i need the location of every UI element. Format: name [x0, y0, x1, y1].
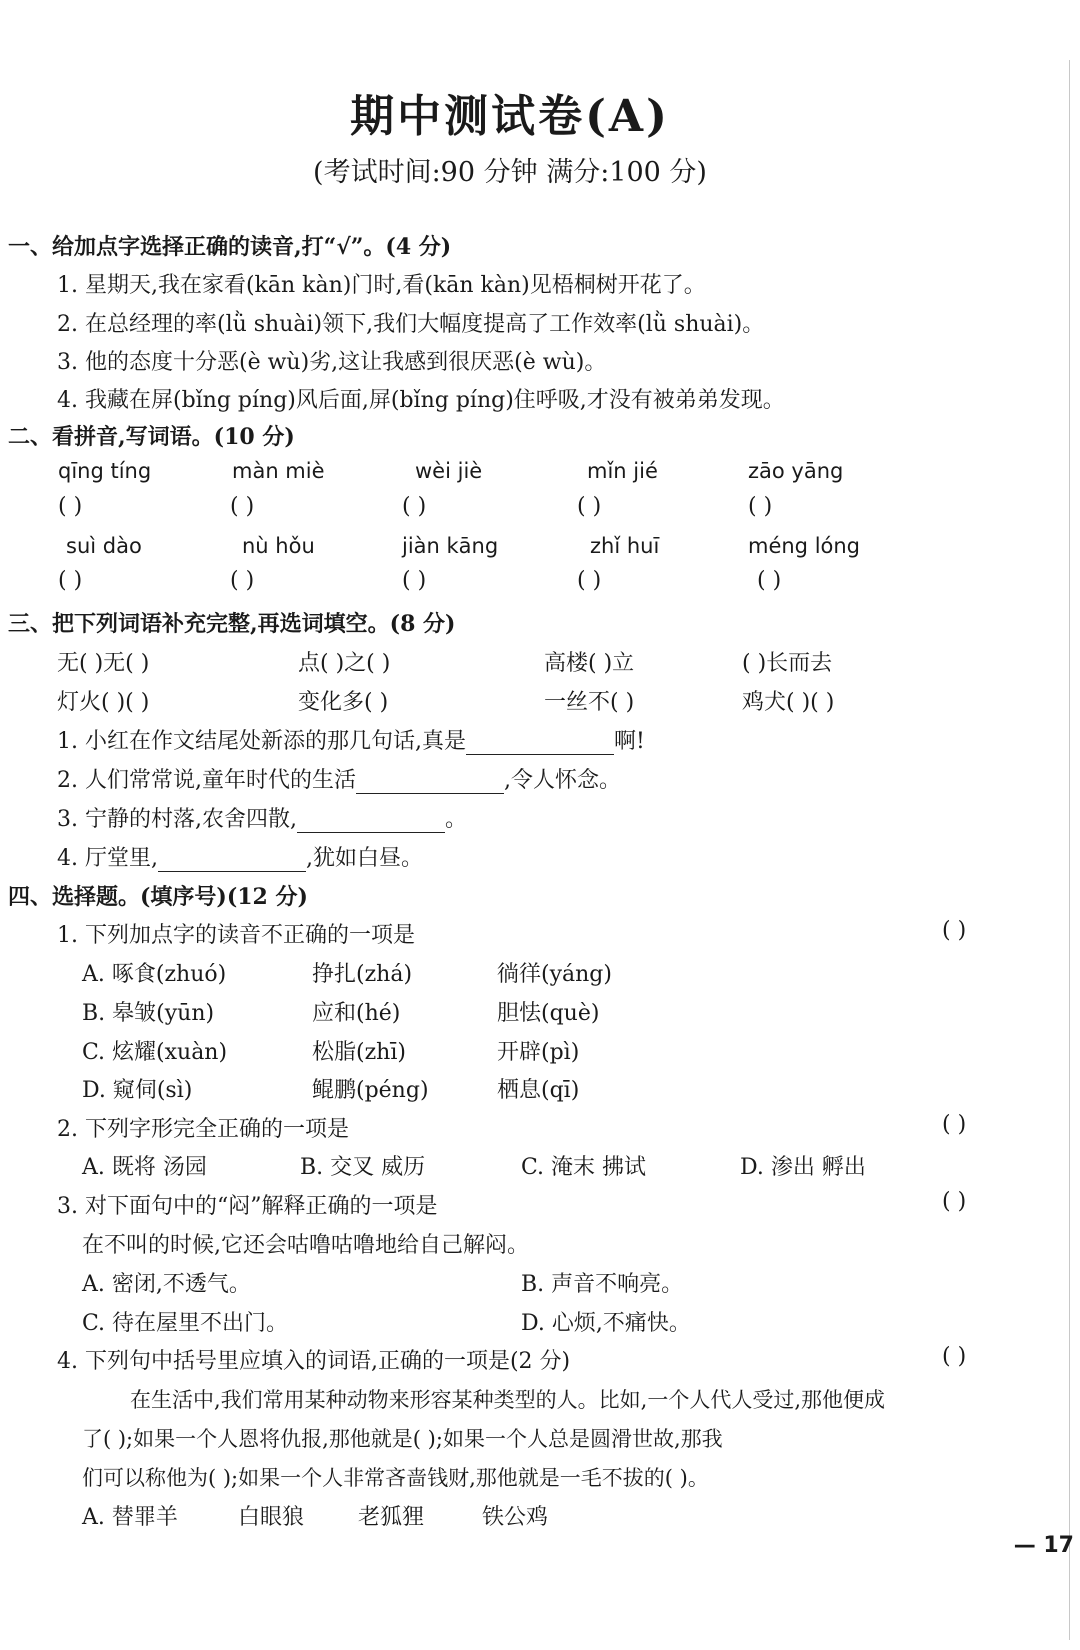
q4-passage-line: 在生活中,我们常用某种动物来形容某种类型的人。比如,一个人代人受过,那他便成 [130, 1388, 886, 1412]
s1-item-4: 4. 我藏在屏(bǐng píng)风后面,屏(bǐng píng)住呼吸,才没有被弟弟发现。 [57, 388, 785, 413]
pinyin-item: mǐn jié [587, 459, 658, 483]
idiom-fill: 点( )之( ) [298, 651, 391, 676]
idiom-fill: 鸡犬( )( ) [742, 690, 835, 715]
answer-blank[interactable]: ( ) [748, 494, 773, 519]
s3-sentence-1: 1. 小红在作文结尾处新添的那几句话,真是 啊! [57, 729, 645, 754]
s3-sentence-2: 2. 人们常常说,童年时代的生活 ,令人怀念。 [57, 768, 621, 793]
answer-blank[interactable]: ( ) [402, 568, 427, 593]
option-item: 白眼狼 [238, 1505, 305, 1530]
idiom-fill: 无( )无( ) [57, 651, 150, 676]
q2-stem: 2. 下列字形完全正确的一项是 [57, 1117, 349, 1142]
option-item: 挣扎(zhá) [312, 962, 413, 987]
answer-blank[interactable]: ( ) [577, 568, 602, 593]
option-item: A. 替罪羊 [82, 1505, 178, 1530]
option-item: 栖息(qī) [497, 1078, 580, 1103]
fill-blank[interactable] [356, 771, 504, 794]
q4-answer-bracket[interactable]: ( ) [942, 1344, 967, 1369]
page-title: 期中测试卷(A) [350, 91, 670, 142]
option-item: 徜徉(yáng) [497, 962, 612, 987]
idiom-fill: ( )长而去 [742, 651, 833, 676]
s3-sentence-3: 3. 宁静的村落,农舍四散, 。 [57, 807, 467, 832]
option-item: A. 密闭,不透气。 [82, 1272, 251, 1297]
page-edge-line [1069, 60, 1070, 1640]
s1-item-2: 2. 在总经理的率(lǜ shuài)领下,我们大幅度提高了工作效率(lǜ shuài)。 [57, 312, 765, 337]
fill-blank[interactable] [466, 732, 614, 755]
option-item: B. 交叉 威历 [300, 1155, 426, 1180]
pinyin-item: wèi jiè [415, 459, 483, 483]
s1-item-1: 1. 星期天,我在家看(kān kàn)门时,看(kān kàn)见梧桐树开花了。 [57, 273, 706, 298]
answer-blank[interactable]: ( ) [402, 494, 427, 519]
q4-stem: 4. 下列句中括号里应填入的词语,正确的一项是(2 分) [57, 1349, 571, 1374]
exam-info: (考试时间:90 分钟 满分:100 分) [313, 157, 707, 188]
option-item: 老狐狸 [358, 1505, 425, 1530]
q1-answer-bracket[interactable]: ( ) [942, 918, 967, 943]
option-item: D. 渗出 孵出 [740, 1155, 866, 1180]
option-item: A. 既将 汤园 [82, 1155, 207, 1180]
pinyin-item: nù hǒu [242, 534, 315, 558]
option-item: A. 啄食(zhuó) [82, 962, 227, 987]
option-item: C. 淹末 拂试 [521, 1155, 647, 1180]
pinyin-item: zāo yāng [748, 459, 844, 483]
section2-heading: 二、看拼音,写词语。(10 分) [8, 424, 295, 450]
pinyin-item: méng lóng [748, 534, 861, 558]
q4-passage-line: 们可以称他为( );如果一个人非常吝啬钱财,那他就是一毛不拔的( )。 [82, 1466, 709, 1490]
fill-blank[interactable] [158, 849, 306, 872]
q3-sentence: 在不叫的时候,它还会咕噜咕噜地给自己解闷。 [82, 1233, 529, 1258]
pinyin-item: zhǐ huī [590, 534, 660, 558]
answer-blank[interactable]: ( ) [58, 494, 83, 519]
q4-passage-line: 了( );如果一个人恩将仇报,那他就是( );如果一个人总是圆滑世故,那我 [82, 1427, 723, 1451]
option-item: D. 窥伺(sì) [82, 1078, 193, 1103]
option-item: 鲲鹏(péng) [312, 1078, 429, 1103]
option-item: B. 皋皱(yūn) [82, 1001, 215, 1026]
option-item: 开辟(pì) [497, 1040, 580, 1065]
idiom-fill: 灯火( )( ) [57, 690, 150, 715]
q1-stem: 1. 下列加点字的读音不正确的一项是 [57, 923, 415, 948]
answer-blank[interactable]: ( ) [230, 494, 255, 519]
option-item: 胆怯(què) [497, 1001, 600, 1026]
section4-heading: 四、选择题。(填序号)(12 分) [8, 884, 308, 910]
q3-stem: 3. 对下面句中的“闷”解释正确的一项是 [57, 1194, 438, 1219]
answer-blank[interactable]: ( ) [757, 568, 782, 593]
idiom-fill: 变化多( ) [298, 690, 389, 715]
pinyin-item: màn miè [232, 459, 325, 483]
page-number: — 17 [1013, 1533, 1074, 1558]
option-item: C. 炫耀(xuàn) [82, 1040, 228, 1065]
answer-blank[interactable]: ( ) [577, 494, 602, 519]
option-item: D. 心烦,不痛快。 [521, 1311, 691, 1336]
idiom-fill: 一丝不( ) [544, 690, 635, 715]
option-item: 应和(hé) [312, 1001, 401, 1026]
idiom-fill: 高楼( )立 [544, 651, 635, 676]
s1-item-3: 3. 他的态度十分恶(è wù)劣,这让我感到很厌恶(è wù)。 [57, 350, 607, 375]
s3-sentence-4: 4. 厅堂里, ,犹如白昼。 [57, 846, 423, 871]
option-item: 松脂(zhī) [312, 1040, 406, 1065]
answer-blank[interactable]: ( ) [230, 568, 255, 593]
option-item: 铁公鸡 [482, 1505, 549, 1530]
fill-blank[interactable] [297, 810, 445, 833]
q2-answer-bracket[interactable]: ( ) [942, 1112, 967, 1137]
pinyin-item: qīng tíng [58, 459, 152, 483]
pinyin-item: jiàn kāng [402, 534, 499, 558]
q3-answer-bracket[interactable]: ( ) [942, 1189, 967, 1214]
option-item: C. 待在屋里不出门。 [82, 1311, 289, 1336]
section3-heading: 三、把下列词语补充完整,再选词填空。(8 分) [8, 611, 456, 637]
option-item: B. 声音不响亮。 [521, 1272, 684, 1297]
section1-heading: 一、给加点字选择正确的读音,打“√”。(4 分) [8, 234, 452, 260]
pinyin-item: suì dào [66, 534, 142, 558]
answer-blank[interactable]: ( ) [58, 568, 83, 593]
